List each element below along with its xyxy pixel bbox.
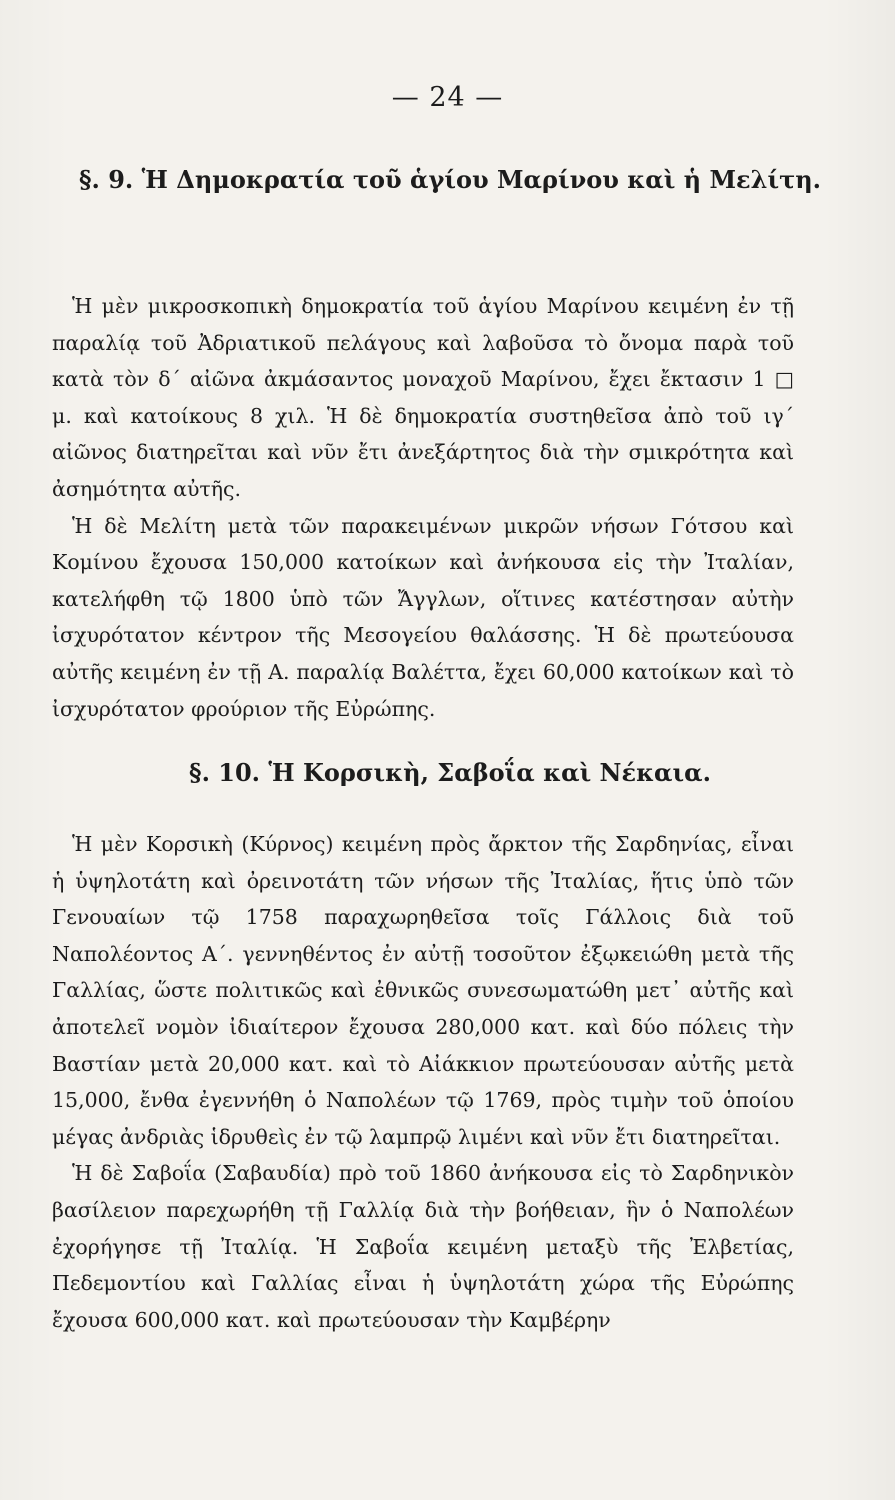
section-heading: §. 10. Ἡ Κορσικὴ, Σαβοΐα καὶ Νέκαια.: [189, 758, 711, 787]
paragraph: Ἡ μὲν μικροσκοπικὴ δημοκρατία τοῦ ἁγίου Μαρίνου κειμένη ἐν τῇ παραλίᾳ τοῦ Ἀδριατικοῦ πελάγους καὶ λαβοῦσα τὸ ὄνομα παρὰ τοῦ κατὰ τὸν δ´ αἰῶνα ἀκμάσαντος μοναχοῦ Μαρίνου, ἔχει ἔκτασιν 1 □ μ. καὶ κατοίκους 8 χιλ. Ἡ δὲ δημοκρατία συστηθεῖσα ἀπὸ τοῦ ιγ´ αἰῶνος διατηρεῖται καὶ νῦν ἔτι ἀνεξάρτητος διὰ τὴν σμικρότητα καὶ ἀσημότητα αὐτῆς.: [52, 294, 794, 501]
paragraph: Ἡ δὲ Μελίτη μετὰ τῶν παρακειμένων μικρῶν νήσων Γότσου καὶ Κομίνου ἔχουσα 150,000 κατοίκων καὶ ἀνήκουσα εἰς τὴν Ἰταλίαν, κατελήφθη τῷ 1800 ὑπὸ τῶν Ἄγγλων, οἵτινες κατέστησαν αὐτὴν ἰσχυρότατον κέντρον τῆς Μεσογείου θαλάσσης. Ἡ δὲ πρωτεύουσα αὐτῆς κειμένη ἐν τῇ Α. παραλίᾳ Βαλέττα, ἔχει 60,000 κατοίκων καὶ τὸ ἰσχυρότατον φρούριον τῆς Εὐρώπης.: [52, 513, 794, 721]
paragraph: Ἡ δὲ Σαβοΐα (Σαβαυδία) πρὸ τοῦ 1860 ἀνήκουσα εἰς τὸ Σαρδηνικὸν βασίλειον παρεχωρήθη τῇ Γαλλίᾳ διὰ τὴν βοήθειαν, ἣν ὁ Ναπολέων ἐχορήγησε τῇ Ἰταλίᾳ. Ἡ Σαβοΐα κειμένη μεταξὺ τῆς Ἐλβετίας, Πεδεμοντίου καὶ Γαλλίας εἶναι ἡ ὑψηλοτάτη χώρα τῆς Εὐρώπης ἔχουσα 600,000 κατ. καὶ πρωτεύουσαν τὴν Καμβέρην: [52, 1161, 794, 1332]
section-body: [52, 288, 794, 727]
page-number: — 24 —: [391, 82, 504, 113]
paragraph: Ἡ μὲν Κορσικὴ (Κύρνος) κειμένη πρὸς ἄρκτον τῆς Σαρδηνίας, εἶναι ἡ ὑψηλοτάτη καὶ ὀρεινοτάτη τῶν νήσων τῆς Ἰταλίας, ἥτις ὑπὸ τῶν Γενουαίων τῷ 1758 παραχωρηθεῖσα τοῖς Γάλλοις διὰ τοῦ Ναπολέοντος Α´. γεννηθέντος ἐν αὐτῇ τοσοῦτον ἐξῳκειώθη μετὰ τῆς Γαλλίας, ὥστε πολιτικῶς καὶ ἐθνικῶς συνεσωματώθη μετ᾽ αὐτῆς καὶ ἀποτελεῖ νομὸν ἰδιαίτερον ἔχουσα 280,000 κατ. καὶ δύο πόλεις τὴν Βαστίαν μετὰ 20,000 κατ. καὶ τὸ Αἰάκκιον πρωτεύουσαν αὐτῆς μετὰ 15,000, ἔνθα ἐγεννήθη ὁ Ναπολέων τῷ 1769, πρὸς τιμὴν τοῦ ὁποίου μέγας ἀνδριὰς ἱδρυθεὶς ἐν τῷ λαμπρῷ λιμένι καὶ νῦν ἔτι διατηρεῖται.: [52, 832, 794, 1149]
section-heading: §. 9. Ἡ Δημοκρατία τοῦ ἁγίου Μαρίνου καὶ ἡ Μελίτη.: [78, 165, 822, 194]
section-body: [52, 826, 794, 1338]
